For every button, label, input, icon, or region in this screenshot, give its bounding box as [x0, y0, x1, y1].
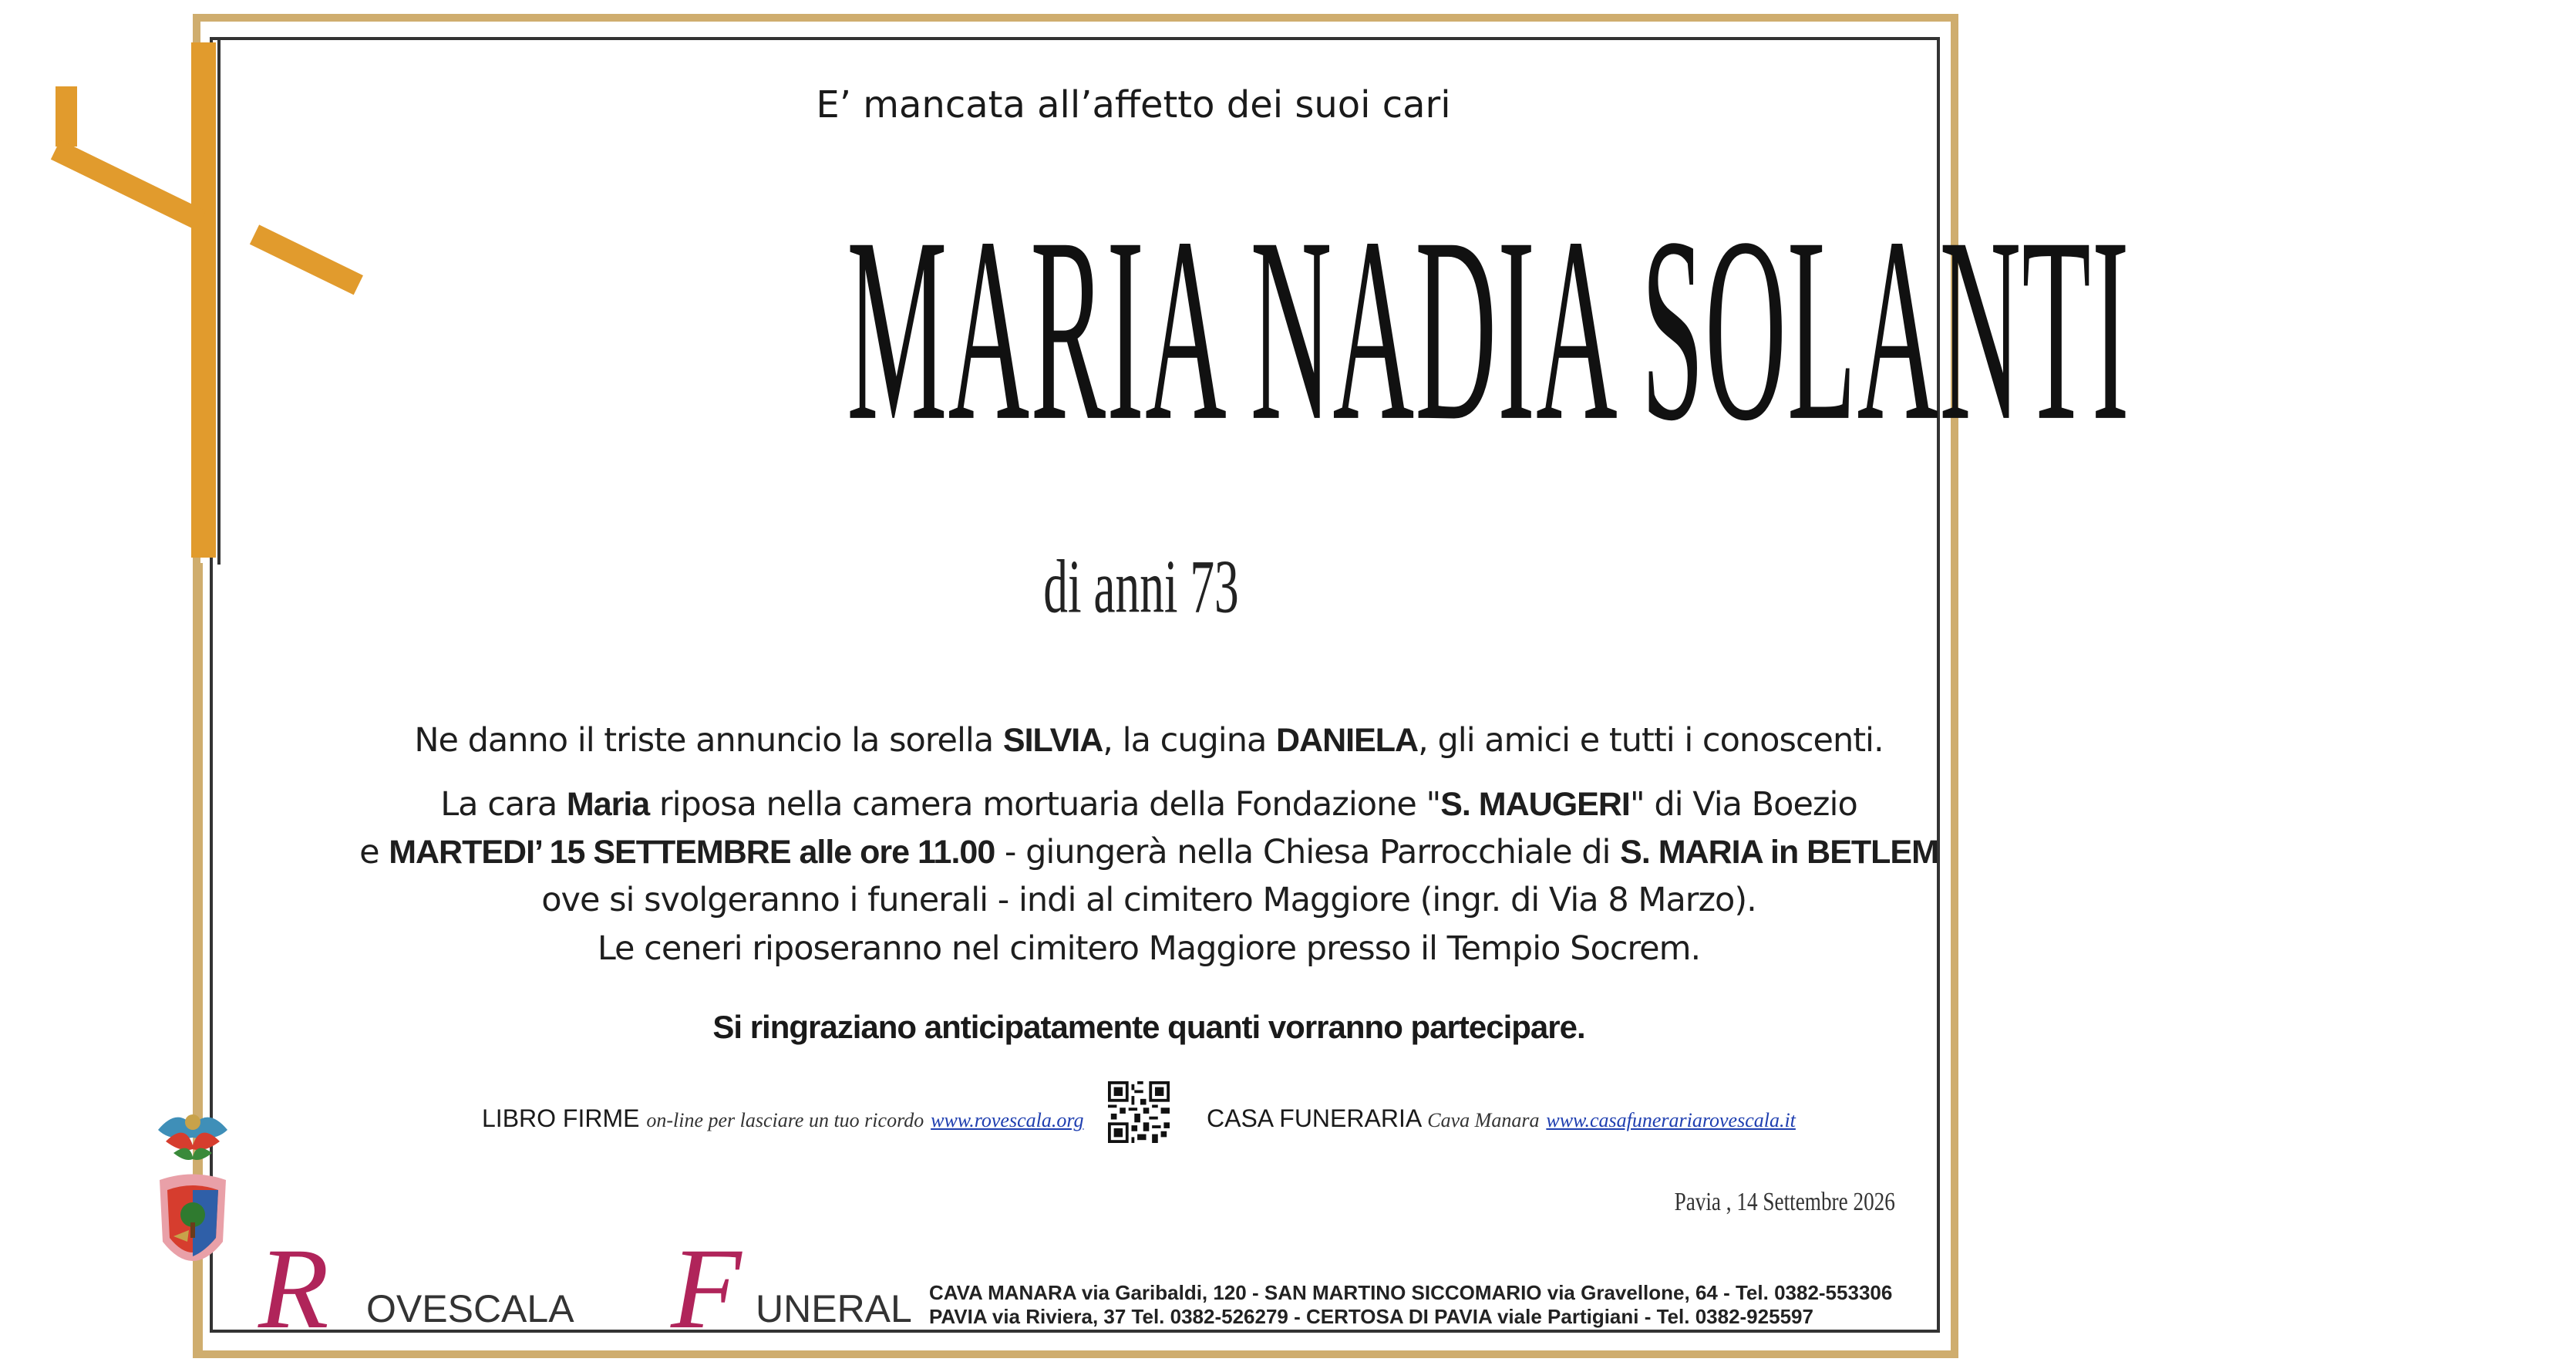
cross-shadow-line: [217, 40, 221, 565]
announcement-line-3: [339, 833, 1958, 871]
deceased-name: MARIA NADIA SOLANTI: [847, 182, 2130, 476]
line1-a: Ne danno il triste annuncio la sorella: [414, 721, 1003, 760]
sister-name: SILVIA: [1002, 722, 1103, 759]
church-name: S. MARIA in BETLEM: [1620, 834, 1938, 871]
line1-e: , gli amici e tutti i conoscenti.: [1418, 721, 1884, 760]
announcement-line-1: [339, 721, 1958, 760]
qr-code-icon: [1108, 1081, 1170, 1143]
coat-of-arms-icon: [143, 1099, 243, 1284]
date-text: Pavia , 14 Settembre 2026: [1674, 1188, 1895, 1216]
casa-label: CASA FUNERARIA: [1207, 1104, 1421, 1132]
logo-initial-f: F: [671, 1225, 742, 1353]
age-wrapper: [925, 544, 1357, 629]
line2-e: " di Via Boezio: [1629, 785, 1857, 824]
thanks-text: Si ringraziano anticipatamente quanti vorranno partecipare.: [712, 1009, 1585, 1045]
announcement-line-2: [339, 785, 1958, 824]
intro-text: E’ mancata all’affetto dei suoi cari: [816, 83, 1451, 126]
cross-arm-left: [51, 140, 206, 230]
line3-c: - giungerà nella Chiesa Parrocchiale di: [995, 833, 1621, 871]
dateline: [1619, 1188, 1895, 1217]
casa-note: Cava Manara: [1427, 1109, 1540, 1131]
deceased-name-wrapper: [401, 177, 2130, 476]
line2-a: La cara: [440, 785, 567, 824]
logo-uneral: UNERAL: [756, 1287, 912, 1330]
foundation-name: S. MAUGERI: [1440, 786, 1630, 823]
address-line-1: CAVA MANARA via Garibaldi, 120 - SAN MARTINO SICCOMARIO via Gravellone, 64 - Tel. 0382-553306: [929, 1281, 1893, 1304]
line1-c: , la cugina: [1103, 721, 1276, 760]
announcement-line-5: Le ceneri riposeranno nel cimitero Maggiore presso il Tempio Socrem.: [597, 929, 1701, 968]
cross-vertical-bar: [191, 42, 216, 558]
age-text: di anni 73: [1043, 545, 1239, 629]
line2-c: riposa nella camera mortuaria della Fondazione ": [649, 785, 1441, 824]
cousin-name: DANIELA: [1276, 722, 1419, 759]
libro-note: on-line per lasciare un tuo ricordo: [646, 1109, 924, 1131]
cross-arm-end: [56, 86, 77, 147]
first-name: Maria: [566, 786, 650, 823]
address-line-2: PAVIA via Riviera, 37 Tel. 0382-526279 - CERTOSA DI PAVIA viale Partigiani - Tel. 0382-925597: [929, 1305, 1813, 1328]
logo-ovescala: OVESCALA: [366, 1287, 574, 1330]
rovescala-link[interactable]: www.rovescala.org: [931, 1109, 1084, 1131]
libro-label: LIBRO FIRME: [482, 1104, 640, 1132]
libro-firme: [482, 1104, 1084, 1133]
logo-initial-r: R: [258, 1225, 329, 1353]
casa-funeraria: [1207, 1104, 1796, 1133]
funeral-date: MARTEDI’ 15 SETTEMBRE alle ore 11.00: [389, 834, 995, 871]
line3-a: e: [359, 833, 389, 871]
announcement-line-4: ove si svolgeranno i funerali - indi al cimitero Maggiore (ingr. di Via 8 Marzo).: [541, 881, 1756, 919]
casafuneraria-link[interactable]: www.casafunerariarovescala.it: [1546, 1109, 1796, 1131]
